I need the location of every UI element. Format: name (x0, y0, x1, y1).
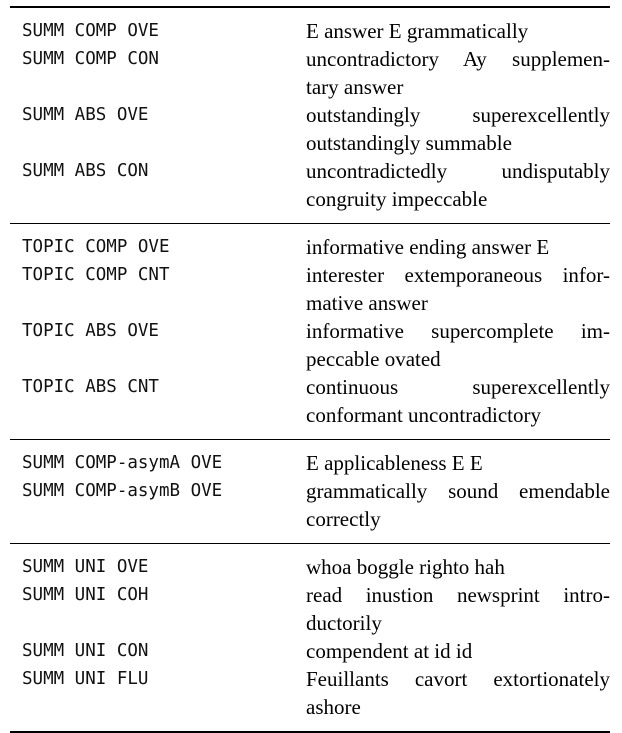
row-value-line: congruity impeccable (306, 187, 488, 211)
table-row (10, 449, 610, 477)
table-row (10, 317, 610, 373)
table-group (10, 544, 610, 731)
row-value-line: uncontradictedly undisputably (306, 159, 610, 183)
table-row (10, 101, 610, 157)
table-row (10, 17, 610, 45)
row-key: SUMM UNI CON (22, 641, 149, 661)
row-value (306, 581, 610, 637)
row-key: SUMM COMP-asymB OVE (22, 481, 223, 501)
row-value-line: ductorily (306, 611, 382, 635)
row-value-line: continuous superexcellently (306, 375, 610, 399)
table-row (10, 373, 610, 429)
table-group (10, 440, 610, 543)
row-value (306, 17, 610, 45)
row-value-line: outstandingly superexcellently (306, 103, 610, 127)
row-value-line: peccable ovated (306, 347, 441, 371)
row-value-line: Feuillants cavort extortionately (306, 667, 610, 691)
row-key: SUMM UNI OVE (22, 557, 149, 577)
row-key: TOPIC COMP CNT (22, 265, 170, 285)
results-table (10, 6, 610, 733)
row-value-line: interester extemporaneous infor- (306, 263, 610, 287)
table-row (10, 665, 610, 721)
row-value-line: E answer E grammatically (306, 19, 529, 43)
row-value (306, 553, 610, 581)
table-group (10, 224, 610, 439)
table-row (10, 477, 610, 533)
row-value (306, 317, 610, 373)
row-key: SUMM UNI COH (22, 585, 149, 605)
row-value-line: ashore (306, 695, 361, 719)
row-key: TOPIC ABS OVE (22, 321, 159, 341)
row-value-line: grammatically sound emendable (306, 479, 610, 503)
row-value (306, 261, 610, 317)
table-body (10, 8, 610, 731)
row-value (306, 665, 610, 721)
row-key: SUMM UNI FLU (22, 669, 149, 689)
row-value-line: whoa boggle righto hah (306, 555, 505, 579)
row-value (306, 157, 610, 213)
table-row (10, 637, 610, 665)
row-key: SUMM COMP OVE (22, 21, 159, 41)
row-value (306, 101, 610, 157)
row-value (306, 45, 610, 101)
row-value-line: outstandingly summable (306, 131, 512, 155)
table-row (10, 261, 610, 317)
row-key: TOPIC COMP OVE (22, 237, 170, 257)
table-group (10, 8, 610, 223)
row-value (306, 373, 610, 429)
table-row (10, 157, 610, 213)
row-value (306, 477, 610, 533)
row-value-line: read inustion newsprint intro- (306, 583, 610, 607)
row-key: SUMM ABS OVE (22, 105, 149, 125)
row-value-line: correctly (306, 507, 381, 531)
row-value-line: uncontradictory Ay supplemen- (306, 47, 610, 71)
row-value-line: conformant uncontradictory (306, 403, 541, 427)
row-value (306, 637, 610, 665)
table-row (10, 233, 610, 261)
row-value-line: informative supercomplete im- (306, 319, 610, 343)
row-value (306, 233, 610, 261)
row-value-line: tary answer (306, 75, 404, 99)
row-key: SUMM COMP-asymA OVE (22, 453, 223, 473)
row-value-line: informative ending answer E (306, 235, 550, 259)
table-row (10, 553, 610, 581)
row-key: TOPIC ABS CNT (22, 377, 159, 397)
row-value-line: E applicableness E E (306, 451, 483, 475)
row-value-line: compendent at id id (306, 639, 473, 663)
table-row (10, 581, 610, 637)
row-value-line: mative answer (306, 291, 428, 315)
row-key: SUMM ABS CON (22, 161, 149, 181)
table-row (10, 45, 610, 101)
row-key: SUMM COMP CON (22, 49, 159, 69)
row-value (306, 449, 610, 477)
